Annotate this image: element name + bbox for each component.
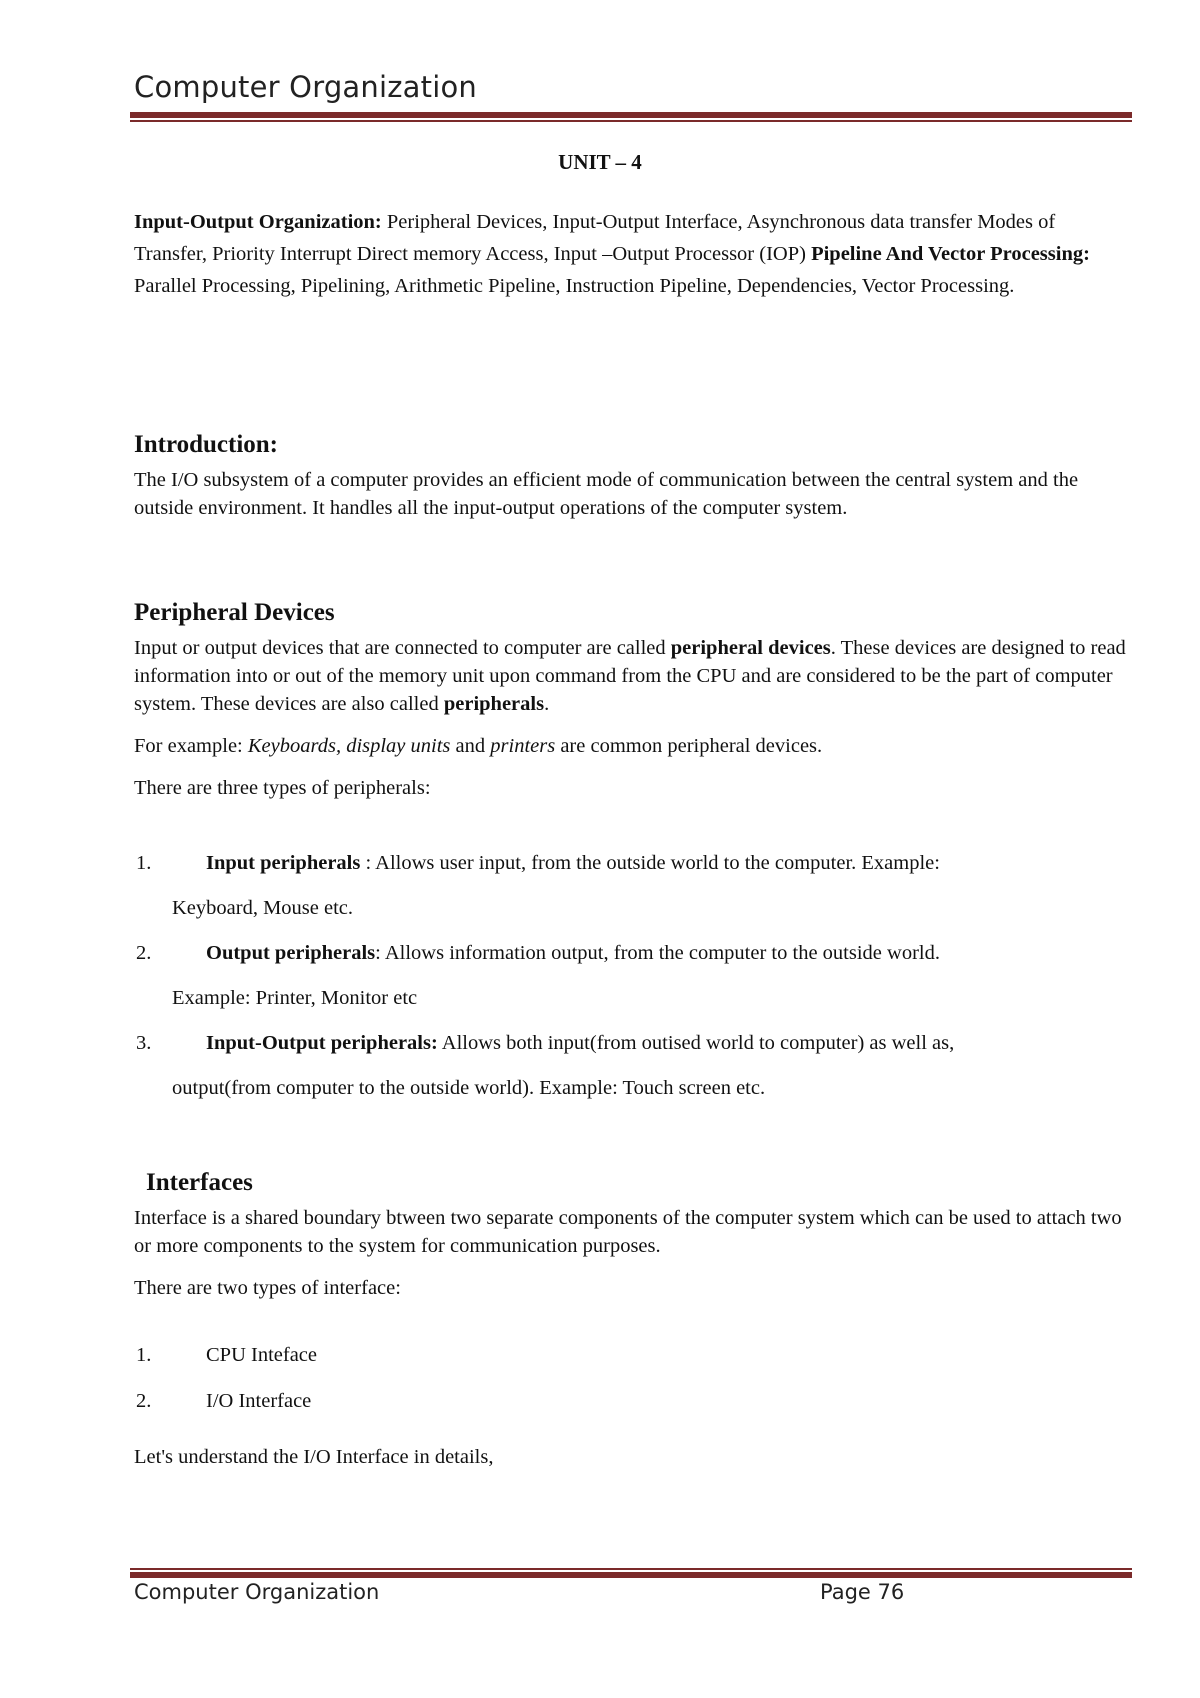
list-item-text: CPU Inteface	[206, 1344, 317, 1366]
list-item-label: Output peripherals	[206, 942, 376, 964]
syllabus-block	[134, 206, 1132, 302]
list-item-continuation-text: output(from computer to the outside world). Example: Touch screen etc.	[172, 1077, 766, 1099]
list-item-text: : Allows user input, from the outside world to the computer. Example:	[360, 852, 940, 874]
example-text-e: are common peripheral devices.	[555, 735, 823, 757]
unit-title: UNIT – 4	[558, 150, 642, 174]
header-title: Computer Organization	[134, 70, 477, 104]
interfaces-closing: Let's understand the I/O Interface in details,	[134, 1446, 494, 1468]
list-item-body	[206, 852, 940, 875]
list-item-number: 1.	[136, 1344, 152, 1366]
list-item-label: Input peripherals	[206, 852, 361, 874]
introduction-heading: Introduction:	[134, 431, 279, 458]
example-printers: printers	[490, 735, 556, 757]
list-item-continuation-text: Example: Printer, Monitor etc	[172, 987, 418, 1009]
peripheral-text-e: .	[544, 693, 550, 715]
peripheral-devices-section	[134, 596, 1132, 802]
interfaces-heading: Interfaces	[146, 1169, 253, 1196]
list-item-text: I/O Interface	[206, 1390, 312, 1412]
list-item-text: : Allows information output, from the computer to the outside world.	[375, 942, 940, 964]
peripheral-devices-heading: Peripheral Devices	[134, 599, 335, 626]
list-item-body	[206, 942, 940, 965]
list-item-number: 1.	[136, 852, 152, 874]
list-item-number: 2.	[136, 1390, 152, 1412]
syllabus-paragraph	[134, 206, 1132, 302]
footer-title: Computer Organization	[134, 1580, 380, 1604]
peripheral-text-a: Input or output devices that are connected to computer are called	[134, 637, 671, 659]
peripheral-example-paragraph	[134, 732, 1132, 760]
interfaces-section	[134, 1166, 1132, 1302]
interfaces-types-intro: There are two types of interface:	[134, 1277, 401, 1299]
peripheral-devices-term: peripheral devices	[670, 637, 831, 659]
example-text-a: For example:	[134, 735, 248, 757]
page-number: Page 76	[820, 1580, 905, 1604]
footer-rule	[130, 1568, 1132, 1578]
interfaces-definition: Interface is a shared boundary btween two separate components of the computer system which can be used to attach two or more components to the system for communication purposes.	[134, 1207, 1122, 1257]
list-item-body	[206, 1032, 954, 1055]
syllabus-pipeline-label: Pipeline And Vector Processing:	[811, 243, 1090, 265]
example-keyboards: Keyboards, display units	[247, 735, 451, 757]
introduction-section	[134, 428, 1132, 522]
syllabus-io-text: Peripheral Devices, Input-Output Interface, Asynchronous data transfer Modes of Transfer, Priority Interrupt Direct memory Access, Input –Output Processor (IOP)	[134, 211, 1056, 265]
list-item-text: Allows both input(from outised world to computer) as well as,	[437, 1032, 955, 1054]
list-item-number: 2.	[136, 942, 152, 964]
syllabus-pipeline-text: Parallel Processing, Pipelining, Arithmetic Pipeline, Instruction Pipeline, Dependencies, Vector Processing.	[134, 275, 1015, 297]
list-item-continuation-text: Keyboard, Mouse etc.	[172, 897, 354, 919]
example-text-c: and	[450, 735, 491, 757]
introduction-text: The I/O subsystem of a computer provides an efficient mode of communication between the central system and the outside environment. It handles all the input-output operations of the computer system.	[134, 469, 1079, 519]
header-rule	[130, 112, 1132, 122]
syllabus-io-label: Input-Output Organization:	[134, 211, 382, 233]
peripheral-definition-paragraph	[134, 634, 1132, 718]
peripherals-term: peripherals	[443, 693, 545, 715]
peripheral-types-intro: There are three types of peripherals:	[134, 777, 431, 799]
list-item-label: Input-Output peripherals:	[206, 1032, 438, 1054]
list-item-number: 3.	[136, 1032, 152, 1054]
peripheral-text-c: . These devices are designed to read information into or out of the memory unit upon command from the CPU and are considered to be the part of computer system. These devices are also called	[134, 637, 1126, 715]
